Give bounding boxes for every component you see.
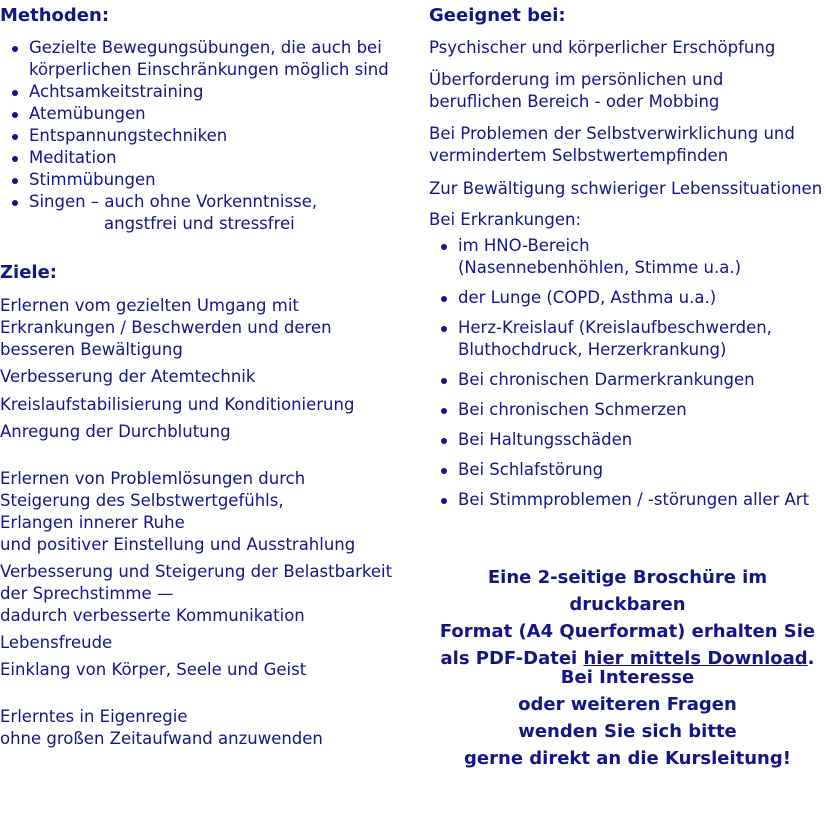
goal-item: Lebensfreude [0, 633, 113, 652]
list-item: im HNO-Bereich (Nasennebenhöhlen, Stimme u.a.) [429, 235, 826, 279]
suitable-item: Überforderung im persönlichen und beruflichen Bereich - oder Mobbing [429, 70, 724, 111]
list-item: Bei chronischen Schmerzen [429, 399, 826, 421]
goal-item: Verbesserung und Steigerung der Belastbarkeit der Sprechstimme — dadurch verbesserte Kommunikation [0, 562, 393, 625]
conditions-list [429, 235, 826, 519]
goal-item: Verbesserung der Atemtechnik [0, 367, 256, 386]
illness-label: Bei Erkrankungen: [429, 210, 582, 229]
list-item: Meditation [0, 147, 410, 169]
suitable-item: Zur Bewältigung schwieriger Lebenssituationen [429, 179, 823, 198]
list-item: Achtsamkeitstraining [0, 81, 410, 103]
list-item: Gezielte Bewegungsübungen, die auch bei körperlichen Einschränkungen möglich sind [0, 37, 410, 81]
goal-item: Kreislaufstabilisierung und Konditionierung [0, 395, 355, 414]
list-item: der Lunge (COPD, Asthma u.a.) [429, 287, 826, 309]
list-item: Bei chronischen Darmerkrankungen [429, 369, 826, 391]
brochure-end: . [807, 648, 815, 669]
brochure-notice [429, 564, 826, 672]
list-item: Bei Schlafstörung [429, 459, 826, 481]
goal-item: Erlernen vom gezielten Umgang mit Erkrankungen / Beschwerden und deren besseren Bewältigung [0, 296, 332, 359]
suitable-item: Bei Problemen der Selbstverwirklichung und vermindertem Selbstwertempfinden [429, 124, 795, 165]
methods-heading: Methoden: [0, 5, 110, 26]
methods-list [0, 37, 410, 213]
list-item: Bei Stimmproblemen / -störungen aller Art [429, 489, 826, 511]
list-item: Atemübungen [0, 103, 410, 125]
contact-notice: Bei Interesse oder weiteren Fragen wenden Sie sich bitte gerne direkt an die Kursleitung! [464, 667, 791, 769]
methods-continuation: angstfrei und stressfrei [104, 214, 295, 233]
goal-item: Anregung der Durchblutung [0, 422, 231, 441]
list-item: Stimmübungen [0, 169, 410, 191]
suitable-item: Psychischer und körperlicher Erschöpfung [429, 38, 776, 57]
suitable-heading: Geeignet bei: [429, 5, 566, 26]
download-link[interactable]: hier mittels Download [583, 648, 808, 669]
list-item: Bei Haltungsschäden [429, 429, 826, 451]
list-item: Herz-Kreislauf (Kreislaufbeschwerden, Bluthochdruck, Herzerkrankung) [429, 317, 826, 361]
goal-item: Erlerntes in Eigenregie ohne großen Zeitaufwand anzuwenden [0, 707, 323, 748]
goal-item: Erlernen von Problemlösungen durch Steigerung des Selbstwertgefühls, Erlangen innerer Ruhe und positiver Einstellung und Ausstrahlung [0, 469, 356, 554]
goals-heading: Ziele: [0, 262, 58, 283]
goal-item: Einklang von Körper, Seele und Geist [0, 660, 307, 679]
list-item: Singen – auch ohne Vorkenntnisse, [0, 191, 410, 213]
brochure-text: Eine 2-seitige Broschüre im druckbaren Format (A4 Querformat) erhalten Sie als PDF-Datei [439, 567, 816, 669]
list-item: Entspannungstechniken [0, 125, 410, 147]
